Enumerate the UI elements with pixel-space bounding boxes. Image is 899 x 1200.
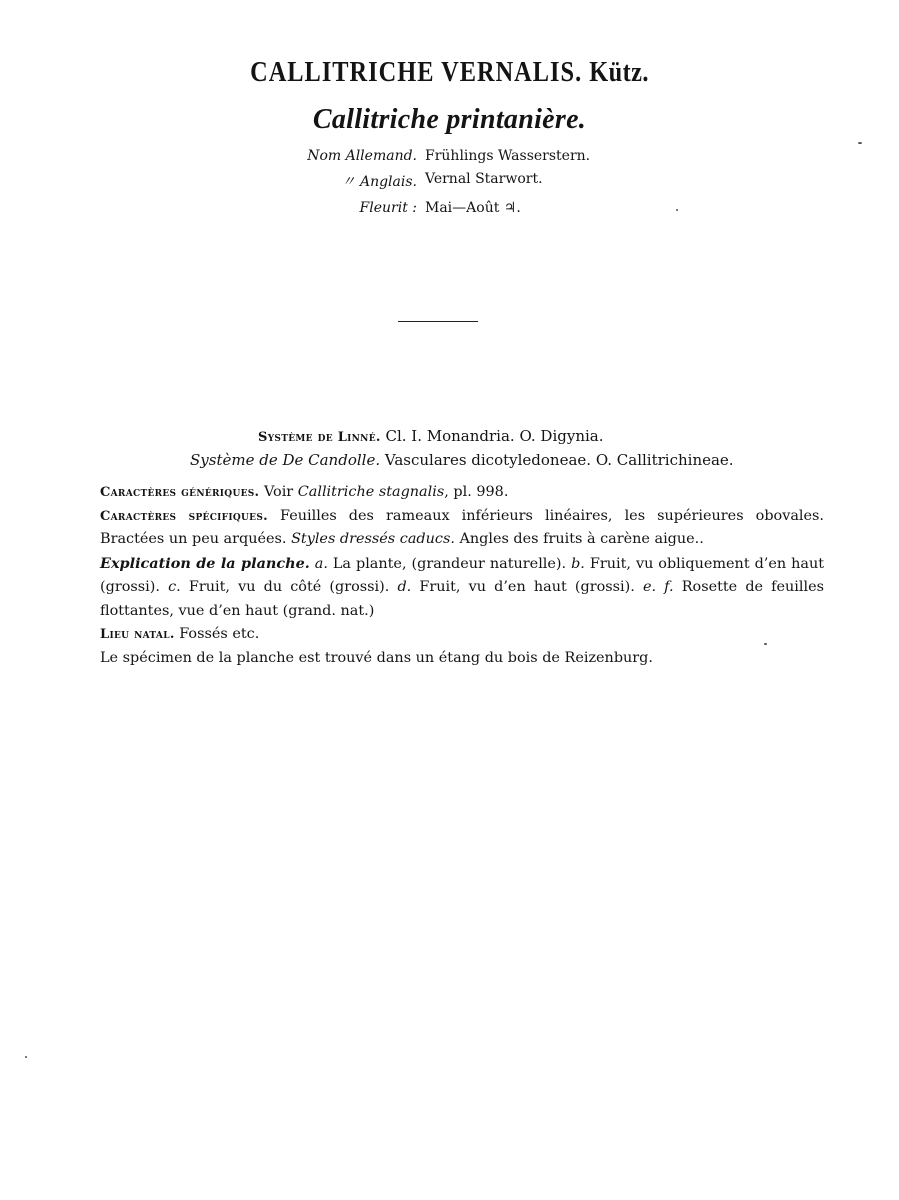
- figure-a-text: La plante, (grandeur naturelle).: [332, 555, 567, 572]
- paper-speck: [764, 643, 767, 645]
- figure-b-key: b.: [571, 555, 585, 572]
- linne-value: Cl. I. Monandria. O. Digynia.: [385, 427, 604, 445]
- divider-rule: [398, 321, 478, 322]
- specific-end: Angles des fruits à carène aigue..: [459, 531, 704, 547]
- french-name: Callitriche printanière.: [312, 104, 587, 135]
- paper-speck: [858, 142, 862, 144]
- figure-c-key: c.: [168, 579, 181, 595]
- name-value: Vernal Starwort.: [425, 171, 543, 187]
- name-value: Mai—Août ♃.: [425, 200, 521, 216]
- page-title: [72, 56, 827, 89]
- figure-d-text: Fruit, vu d’en haut (grossi).: [419, 579, 635, 595]
- paper-speck: [25, 1056, 27, 1058]
- figure-a-key: a.: [314, 555, 328, 572]
- figure-d-key: d.: [397, 579, 412, 595]
- native-place: [100, 623, 824, 647]
- generic-post: , pl. 998.: [444, 484, 509, 500]
- german-name-row: [0, 148, 899, 168]
- explication-label: Explication de la planche.: [100, 554, 310, 572]
- specific-characters: [100, 505, 824, 552]
- figure-c-text: Fruit, vu du côté (grossi).: [188, 579, 390, 595]
- species-author: Kütz.: [589, 56, 649, 88]
- plate-explanation: [100, 552, 824, 624]
- name-value: Frühlings Wasserstern.: [425, 148, 591, 164]
- linne-system: [258, 427, 603, 445]
- name-label: 〃 Anglais.: [341, 174, 417, 190]
- paper-speck: [676, 209, 678, 211]
- candolle-label: Système de De Candolle.: [190, 451, 381, 469]
- generic-label: Caractères génériques.: [100, 485, 260, 500]
- specific-label: Caractères spécifiques.: [100, 508, 268, 524]
- name-label: Nom Allemand.: [307, 148, 417, 164]
- candolle-system: [190, 451, 734, 469]
- generic-ref: Callitriche stagnalis: [297, 484, 445, 500]
- figure-ef-key: e. f.: [642, 579, 674, 595]
- description-body: [100, 481, 824, 670]
- name-label: Fleurit :: [359, 200, 417, 216]
- figure-b-text: Fruit, vu obliquement d’en haut (grossi).: [100, 555, 825, 595]
- lieu-label: Lieu natal.: [100, 627, 175, 642]
- figure-ef-text: Rosette de feuilles flottantes, vue d’en haut (grand. nat.): [100, 579, 824, 619]
- specimen-note: Le spécimen de la planche est trouvé dans un étang du bois de Reizenburg.: [100, 649, 653, 666]
- generic-pre: Voir: [263, 484, 294, 500]
- flowering-row: [0, 200, 899, 220]
- linne-label: Système de Linné.: [258, 430, 381, 445]
- generic-characters: [100, 481, 824, 505]
- english-name-row: [0, 171, 899, 191]
- species-name: CALLITRICHE VERNALIS.: [250, 56, 583, 88]
- specific-italic: Styles dressés caducs.: [291, 531, 455, 547]
- candolle-value: Vasculares dicotyledoneae. O. Callitrichineae.: [384, 451, 734, 469]
- lieu-value: Fossés etc.: [179, 626, 260, 642]
- specific-text: Feuilles des rameaux inférieurs linéaires, les supérieures obovales. Bractées un peu arquées.: [100, 507, 824, 547]
